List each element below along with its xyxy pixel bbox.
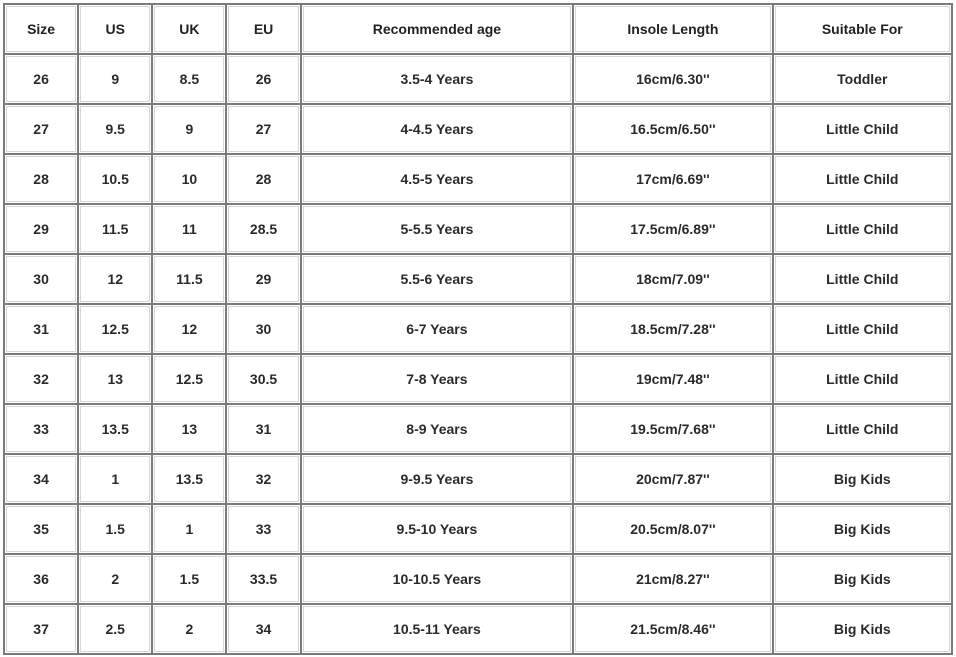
header-us: US [79, 5, 153, 55]
cell-size: 29 [5, 205, 79, 255]
cell-suitable-for: Big Kids [774, 555, 953, 605]
cell-eu: 26 [227, 55, 301, 105]
cell-insole-length: 17.5cm/6.89'' [574, 205, 773, 255]
cell-suitable-for: Big Kids [774, 605, 953, 655]
cell-size: 33 [5, 405, 79, 455]
cell-uk: 11.5 [153, 255, 227, 305]
table-row [5, 105, 953, 155]
cell-size: 28 [5, 155, 79, 205]
cell-insole-length: 18.5cm/7.28'' [574, 305, 773, 355]
cell-size: 35 [5, 505, 79, 555]
cell-size: 26 [5, 55, 79, 105]
cell-suitable-for: Little Child [774, 155, 953, 205]
table-row [5, 455, 953, 505]
cell-uk: 10 [153, 155, 227, 205]
cell-us: 1 [79, 455, 153, 505]
cell-recommended-age: 3.5-4 Years [302, 55, 575, 105]
cell-eu: 31 [227, 405, 301, 455]
cell-insole-length: 21cm/8.27'' [574, 555, 773, 605]
cell-size: 27 [5, 105, 79, 155]
cell-uk: 13 [153, 405, 227, 455]
cell-recommended-age: 4-4.5 Years [302, 105, 575, 155]
cell-size: 31 [5, 305, 79, 355]
cell-size: 32 [5, 355, 79, 405]
cell-recommended-age: 6-7 Years [302, 305, 575, 355]
cell-us: 13.5 [79, 405, 153, 455]
cell-insole-length: 20cm/7.87'' [574, 455, 773, 505]
cell-uk: 2 [153, 605, 227, 655]
cell-insole-length: 17cm/6.69'' [574, 155, 773, 205]
cell-recommended-age: 10-10.5 Years [302, 555, 575, 605]
cell-recommended-age: 8-9 Years [302, 405, 575, 455]
table-row [5, 255, 953, 305]
cell-eu: 27 [227, 105, 301, 155]
size-chart-table [3, 3, 953, 655]
cell-insole-length: 18cm/7.09'' [574, 255, 773, 305]
table-row [5, 305, 953, 355]
cell-eu: 28 [227, 155, 301, 205]
header-uk: UK [153, 5, 227, 55]
cell-eu: 28.5 [227, 205, 301, 255]
header-suitable-for: Suitable For [774, 5, 953, 55]
cell-uk: 12.5 [153, 355, 227, 405]
table-row [5, 205, 953, 255]
table-row [5, 355, 953, 405]
cell-recommended-age: 7-8 Years [302, 355, 575, 405]
cell-suitable-for: Little Child [774, 405, 953, 455]
cell-us: 1.5 [79, 505, 153, 555]
cell-us: 2 [79, 555, 153, 605]
header-recommended-age: Recommended age [302, 5, 575, 55]
cell-insole-length: 21.5cm/8.46'' [574, 605, 773, 655]
cell-uk: 13.5 [153, 455, 227, 505]
cell-us: 9 [79, 55, 153, 105]
table-header-row [5, 5, 953, 55]
cell-uk: 9 [153, 105, 227, 155]
table-row [5, 155, 953, 205]
cell-suitable-for: Big Kids [774, 505, 953, 555]
cell-uk: 8.5 [153, 55, 227, 105]
cell-uk: 12 [153, 305, 227, 355]
cell-us: 2.5 [79, 605, 153, 655]
table-row [5, 505, 953, 555]
cell-suitable-for: Toddler [774, 55, 953, 105]
cell-size: 36 [5, 555, 79, 605]
header-size: Size [5, 5, 79, 55]
table-row [5, 555, 953, 605]
cell-eu: 29 [227, 255, 301, 305]
cell-insole-length: 16.5cm/6.50'' [574, 105, 773, 155]
cell-suitable-for: Little Child [774, 105, 953, 155]
cell-us: 9.5 [79, 105, 153, 155]
header-eu: EU [227, 5, 301, 55]
cell-us: 12.5 [79, 305, 153, 355]
cell-insole-length: 20.5cm/8.07'' [574, 505, 773, 555]
table-row [5, 605, 953, 655]
cell-eu: 30 [227, 305, 301, 355]
cell-uk: 1 [153, 505, 227, 555]
cell-recommended-age: 9.5-10 Years [302, 505, 575, 555]
cell-recommended-age: 4.5-5 Years [302, 155, 575, 205]
cell-size: 30 [5, 255, 79, 305]
cell-us: 13 [79, 355, 153, 405]
cell-suitable-for: Little Child [774, 355, 953, 405]
cell-uk: 1.5 [153, 555, 227, 605]
cell-suitable-for: Little Child [774, 255, 953, 305]
cell-suitable-for: Big Kids [774, 455, 953, 505]
cell-us: 12 [79, 255, 153, 305]
table-row [5, 55, 953, 105]
cell-size: 37 [5, 605, 79, 655]
cell-eu: 34 [227, 605, 301, 655]
cell-insole-length: 19.5cm/7.68'' [574, 405, 773, 455]
cell-recommended-age: 10.5-11 Years [302, 605, 575, 655]
cell-us: 10.5 [79, 155, 153, 205]
cell-eu: 32 [227, 455, 301, 505]
cell-uk: 11 [153, 205, 227, 255]
cell-recommended-age: 5-5.5 Years [302, 205, 575, 255]
cell-insole-length: 16cm/6.30'' [574, 55, 773, 105]
size-chart-container [3, 3, 953, 654]
cell-insole-length: 19cm/7.48'' [574, 355, 773, 405]
cell-eu: 33 [227, 505, 301, 555]
cell-recommended-age: 5.5-6 Years [302, 255, 575, 305]
cell-size: 34 [5, 455, 79, 505]
table-body [5, 55, 953, 655]
table-row [5, 405, 953, 455]
cell-suitable-for: Little Child [774, 305, 953, 355]
cell-us: 11.5 [79, 205, 153, 255]
cell-recommended-age: 9-9.5 Years [302, 455, 575, 505]
cell-eu: 33.5 [227, 555, 301, 605]
header-insole-length: Insole Length [574, 5, 773, 55]
cell-eu: 30.5 [227, 355, 301, 405]
cell-suitable-for: Little Child [774, 205, 953, 255]
